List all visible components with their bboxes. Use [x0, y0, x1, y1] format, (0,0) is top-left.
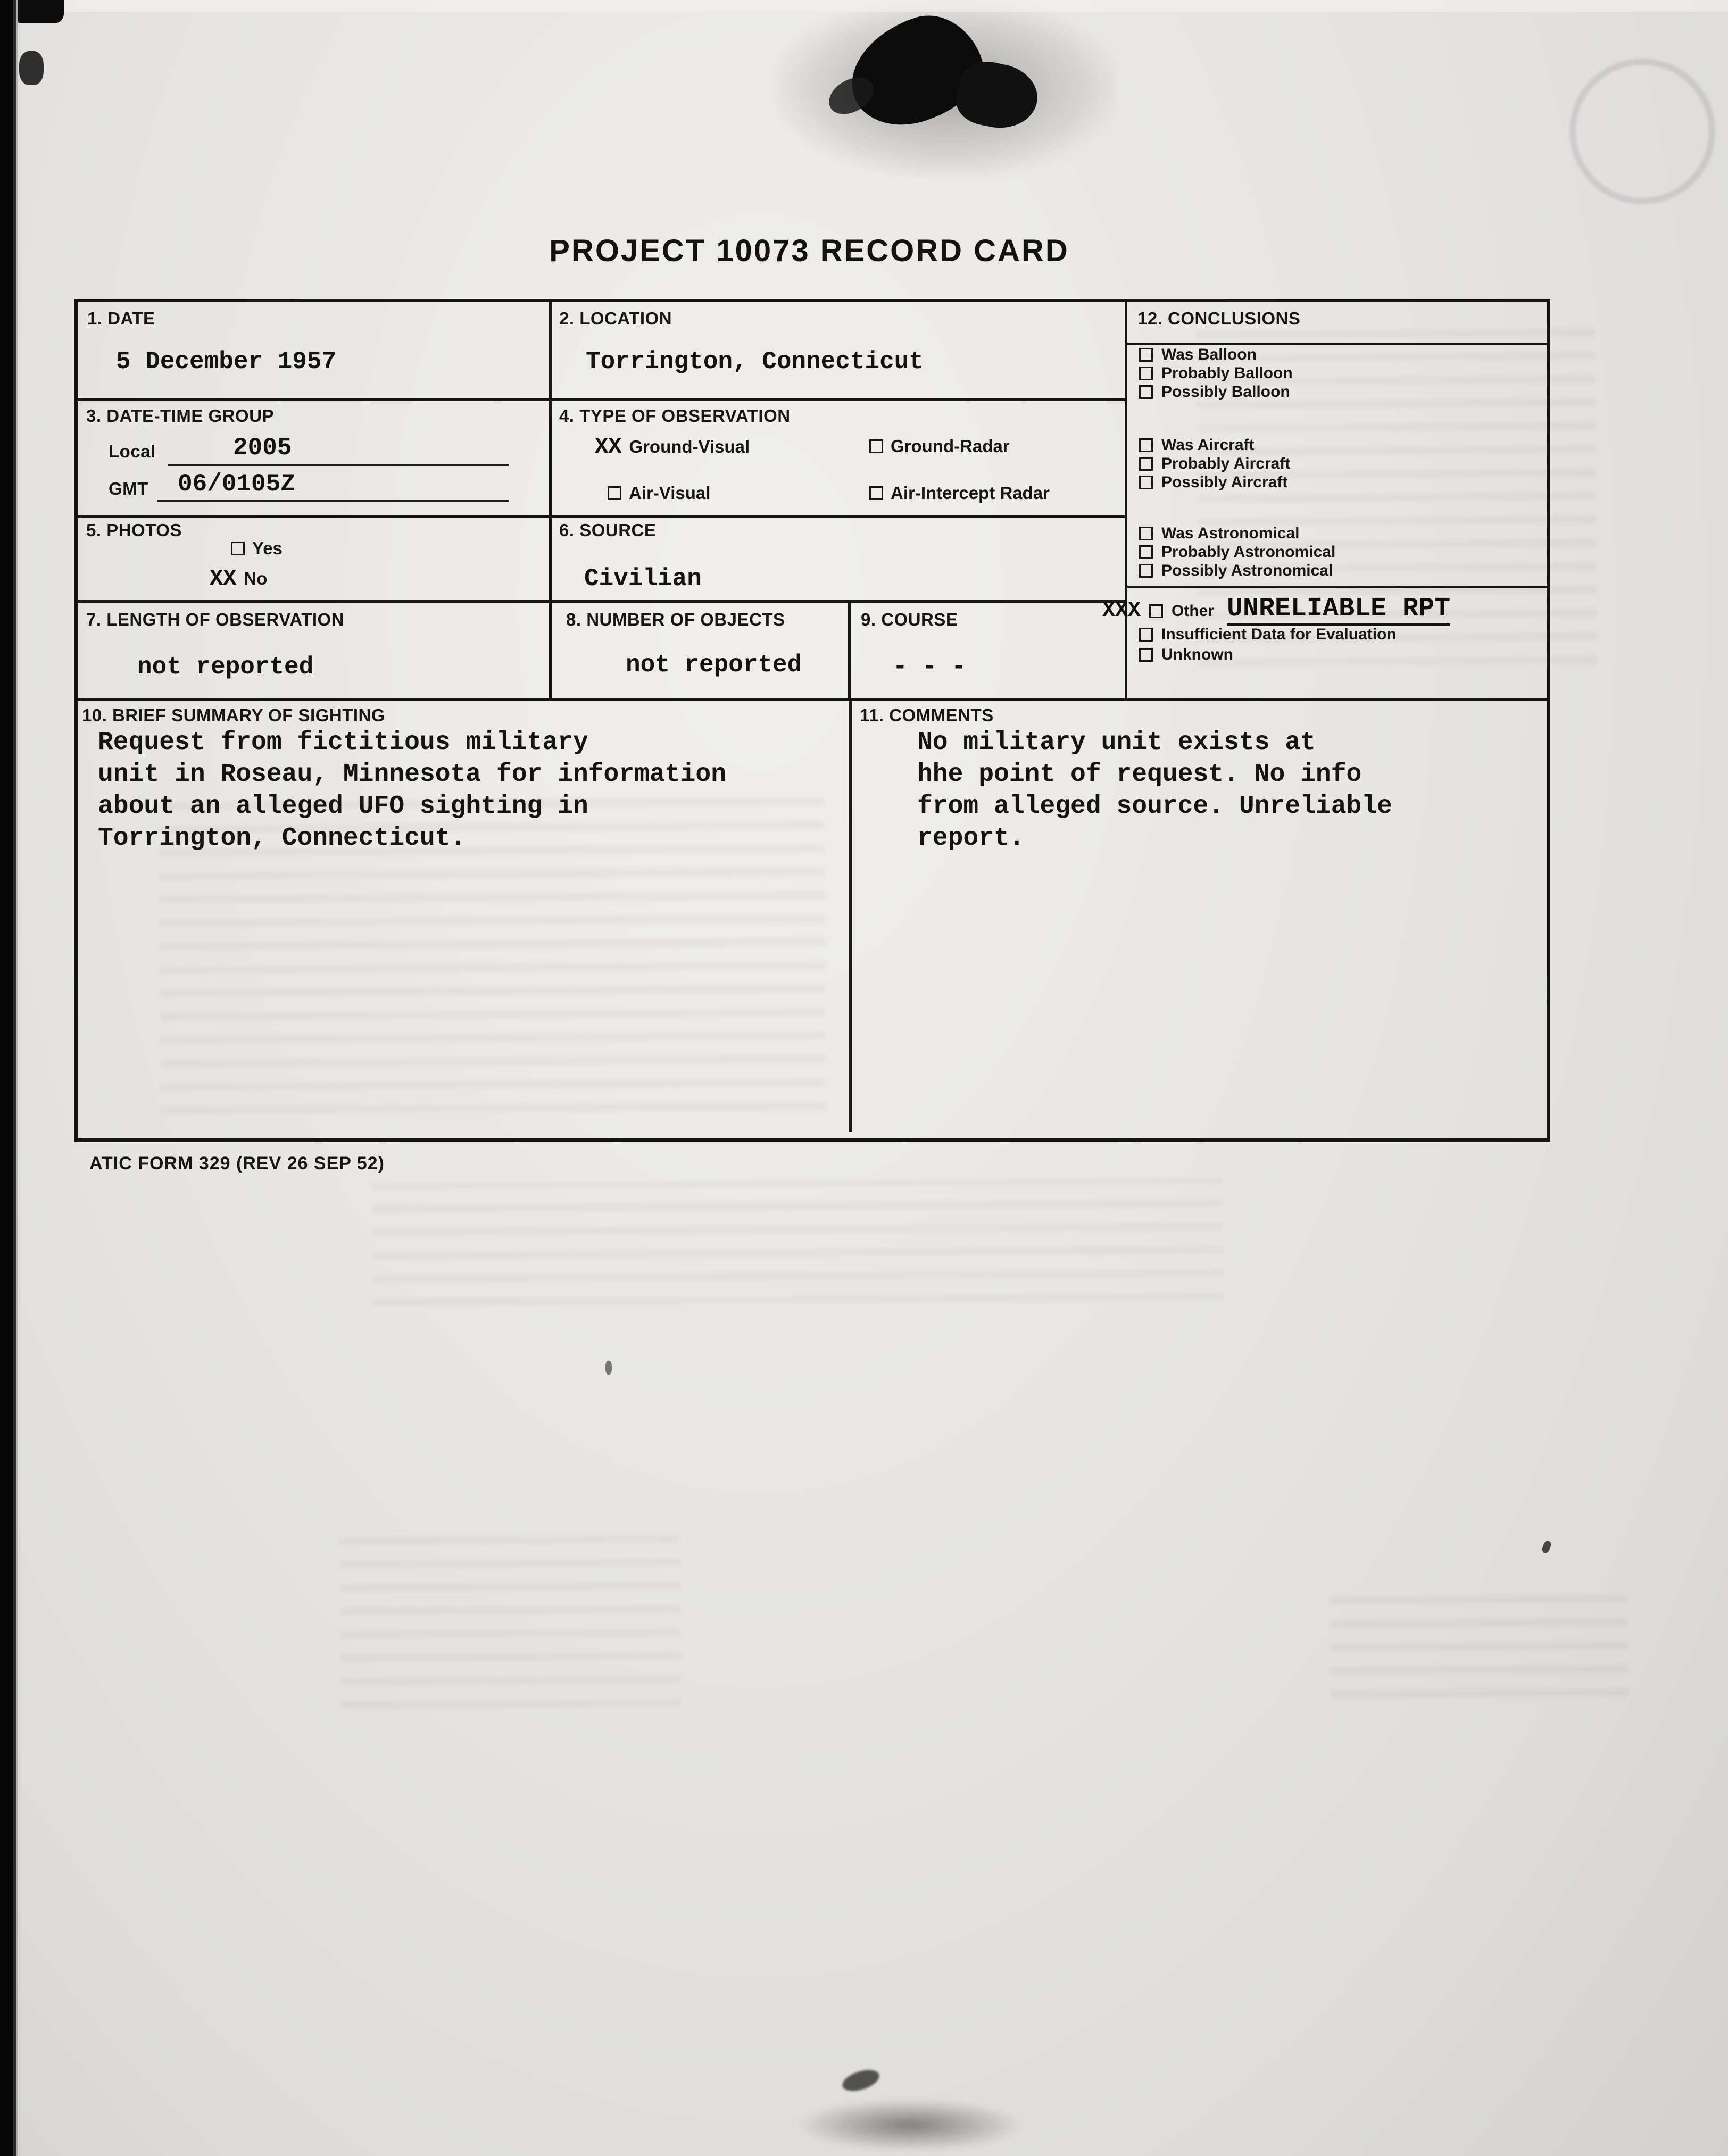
- bleedthrough-artifact: [372, 1178, 1224, 1322]
- paper-tear-artifact: [837, 2, 994, 139]
- summary-line: unit in Roseau, Minnesota for information: [98, 760, 726, 789]
- conclusion-possibly-astronomical: Possibly Astronomical: [1139, 562, 1333, 580]
- divider: [549, 302, 552, 701]
- record-card: [74, 299, 1550, 1142]
- divider: [848, 600, 851, 701]
- photos-no: XX No: [210, 566, 268, 592]
- conclusion-was-balloon: Was Balloon: [1139, 346, 1257, 364]
- conclusion-other: XXX Other UNRELIABLE RPT: [1102, 596, 1450, 626]
- photos-yes: Yes: [231, 538, 283, 559]
- summary-label: 10. BRIEF SUMMARY OF SIGHTING: [82, 705, 386, 725]
- checkbox-icon: [231, 542, 245, 555]
- fill-line: [157, 500, 509, 502]
- obs-ground-visual: XX Ground-Visual: [595, 434, 750, 460]
- typed-x-mark: XX: [595, 434, 622, 460]
- source-label: 6. SOURCE: [559, 520, 657, 540]
- checkbox-icon: [1139, 476, 1153, 489]
- checkbox-icon: [1139, 367, 1153, 380]
- comments-label: 11. COMMENTS: [860, 705, 994, 725]
- conclusion-probably-astronomical: Probably Astronomical: [1139, 543, 1335, 561]
- paper-tear-artifact: [952, 56, 1043, 136]
- dtg-label: 3. DATE-TIME GROUP: [86, 406, 275, 426]
- dtg-gmt-label: GMT: [109, 479, 148, 498]
- conclusion-probably-aircraft: Probably Aircraft: [1139, 455, 1290, 473]
- date-value: 5 December 1957: [116, 348, 337, 376]
- location-value: Torrington, Connecticut: [586, 348, 924, 376]
- comments-line: hhe point of request. No info: [917, 760, 1362, 789]
- conclusion-probably-balloon: Probably Balloon: [1139, 364, 1293, 382]
- conclusion-insufficient-data: Insufficient Data for Evaluation: [1139, 626, 1397, 644]
- dtg-local-value: 2005: [233, 434, 292, 462]
- comments-line: No military unit exists at: [917, 728, 1316, 757]
- source-value: Civilian: [584, 565, 702, 593]
- conclusion-unknown: Unknown: [1139, 646, 1233, 664]
- conclusion-possibly-aircraft: Possibly Aircraft: [1139, 473, 1287, 492]
- summary-text: [98, 727, 726, 854]
- checkbox-icon: [1139, 438, 1153, 452]
- divider: [1125, 343, 1547, 345]
- paper-tear-halo-artifact: [777, 0, 1117, 176]
- scan-speck-artifact: [1541, 1539, 1552, 1554]
- fill-line: [168, 464, 509, 466]
- dtg-gmt-value: 06/0105Z: [178, 470, 295, 498]
- scan-edge-artifact: [18, 0, 1728, 12]
- divider: [78, 600, 1127, 603]
- checkbox-icon: [1139, 545, 1153, 559]
- typed-x-mark: XXX: [1102, 599, 1141, 623]
- form-number: ATIC FORM 329 (REV 26 SEP 52): [89, 1153, 385, 1173]
- scan-corner-mark: [19, 51, 44, 85]
- scan-smudge-artifact: [840, 2066, 882, 2095]
- bleedthrough-artifact: [1330, 1584, 1629, 1714]
- typed-x-mark: XX: [210, 566, 237, 592]
- conclusion-other-value: UNRELIABLE RPT: [1227, 596, 1450, 626]
- checkbox-icon: [1139, 457, 1153, 471]
- checkbox-icon: [1139, 527, 1153, 540]
- checkbox-icon: [1139, 648, 1153, 662]
- divider: [1125, 302, 1127, 701]
- scan-speck-artifact: [605, 1361, 612, 1375]
- comments-line: from alleged source. Unreliable: [917, 792, 1392, 821]
- length-value: not reported: [137, 653, 314, 681]
- objects-label: 8. NUMBER OF OBJECTS: [566, 610, 785, 629]
- divider: [849, 698, 852, 1132]
- obs-air-visual: Air-Visual: [608, 483, 710, 503]
- page-title: PROJECT 10073 RECORD CARD: [549, 234, 1069, 268]
- checkbox-icon: [869, 486, 883, 500]
- conclusions-label: 12. CONCLUSIONS: [1137, 309, 1301, 328]
- comments-text: [917, 727, 1392, 854]
- location-label: 2. LOCATION: [559, 309, 672, 328]
- photos-label: 5. PHOTOS: [86, 520, 182, 540]
- bleedthrough-artifact: [340, 1531, 682, 1725]
- checkbox-icon: [869, 439, 883, 453]
- scan-corner-mark: [18, 0, 64, 23]
- checkbox-icon: [1139, 564, 1153, 578]
- course-label: 9. COURSE: [861, 610, 958, 629]
- comments-line: report.: [917, 824, 1025, 853]
- checkbox-icon: [1139, 628, 1153, 642]
- checkbox-icon: [1139, 348, 1153, 362]
- summary-line: Torrington, Connecticut.: [98, 824, 466, 853]
- scan-edge-artifact: [0, 0, 18, 2156]
- paper-tear-artifact: [823, 70, 880, 122]
- scan-smudge-artifact: [795, 2099, 1024, 2152]
- obs-ground-radar: Ground-Radar: [869, 436, 1010, 456]
- conclusion-was-astronomical: Was Astronomical: [1139, 525, 1300, 543]
- conclusion-was-aircraft: Was Aircraft: [1139, 436, 1255, 454]
- summary-line: Request from fictitious military: [98, 728, 588, 757]
- checkbox-icon: [1149, 604, 1163, 618]
- obs-air-intercept-radar: Air-Intercept Radar: [869, 483, 1050, 503]
- divider: [1125, 586, 1547, 588]
- divider: [78, 398, 1127, 401]
- divider: [78, 515, 1127, 518]
- dtg-local-label: Local: [109, 442, 156, 461]
- checkbox-icon: [608, 486, 621, 500]
- faint-stamp-artifact: [1569, 59, 1715, 204]
- checkbox-icon: [1139, 385, 1153, 399]
- observation-label: 4. TYPE OF OBSERVATION: [559, 406, 791, 426]
- divider: [78, 698, 1547, 701]
- objects-value: not reported: [626, 651, 802, 679]
- conclusion-possibly-balloon: Possibly Balloon: [1139, 383, 1290, 401]
- summary-line: about an alleged UFO sighting in: [98, 792, 588, 821]
- course-value: - - -: [893, 653, 967, 681]
- length-label: 7. LENGTH OF OBSERVATION: [86, 610, 345, 629]
- date-label: 1. DATE: [87, 309, 155, 328]
